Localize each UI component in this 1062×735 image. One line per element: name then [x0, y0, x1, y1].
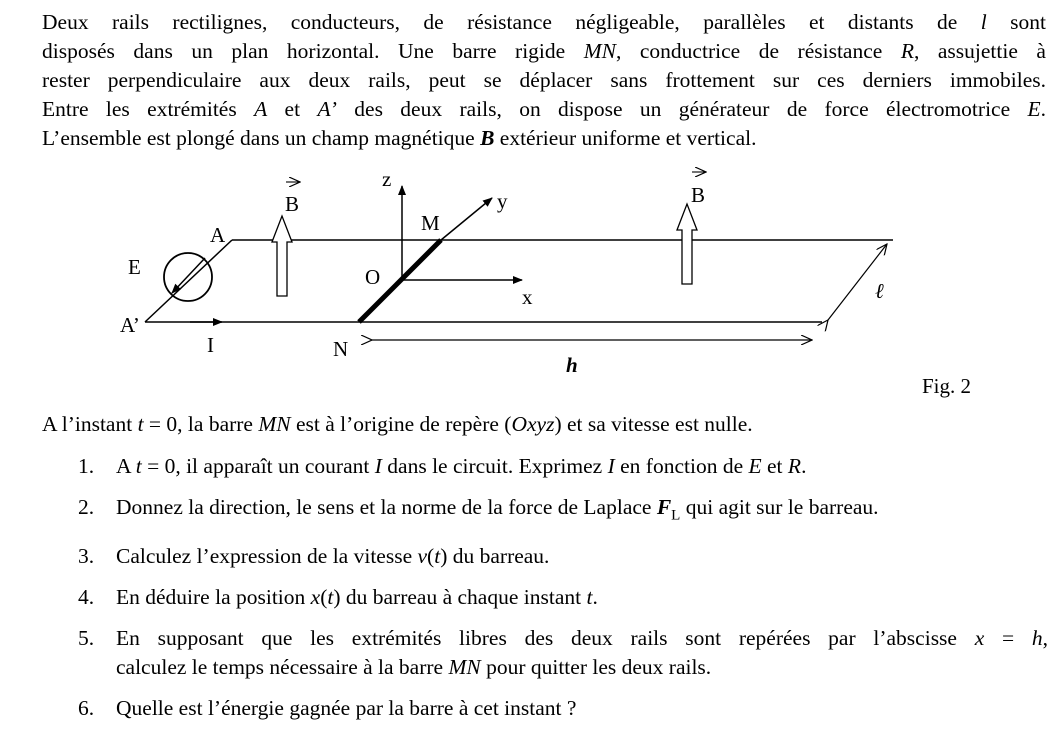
intro-line-2: disposés dans un plan horizontal. Une barre rigide MN, conductrice de résistance R, assujettie à — [42, 39, 1046, 63]
magnetic-field-arrow-left — [272, 216, 292, 296]
questions-list — [78, 452, 1048, 735]
label-n: N — [333, 337, 349, 361]
intro-paragraph — [42, 8, 1046, 153]
label-m: M — [421, 211, 440, 235]
intro-line-1: Deux rails rectilignes, conducteurs, de résistance négligeable, parallèles et distants de l sont — [42, 10, 1047, 34]
question-2: 2. Donnez la direction, le sens et la norme de la force de Laplace $F_L$ qui agit sur le barreau. — [78, 495, 879, 524]
figure-caption: Fig. 2 — [922, 374, 972, 398]
statement: A l’instant t = 0, la barre MN est à l’origine de repère (Oxyz) et sa vitesse est nulle. — [42, 412, 753, 436]
intro-line-4: Entre les extrémités A et A’ des deux rails, on dispose un générateur de force électromotrice E. — [42, 97, 1046, 121]
label-b-left: B — [285, 192, 300, 216]
label-x: x — [522, 285, 533, 309]
label-b-right: B — [691, 183, 706, 207]
intro-line-5: L’ensemble est plongé dans un champ magnétique B extérieur uniforme et vertical. — [42, 126, 757, 150]
label-a-prime: A’ — [120, 313, 140, 337]
label-e: E — [128, 255, 141, 279]
question-4: 4. En déduire la position x(t) du barreau à chaque instant t. — [78, 585, 598, 610]
question-6: 6. Quelle est l’énergie gagnée par la barre à cet instant ? — [78, 696, 577, 721]
label-l: ℓ — [875, 279, 884, 303]
question-5: 5. En supposant que les extrémités libres des deux rails sont repérées par l’abscisse x = h, calculez le temps nécessaire à la barre MN pour quitter les deux rails. — [78, 626, 1048, 680]
question-3: 3. Calculez l’expression de la vitesse v(t) du barreau. — [78, 544, 550, 569]
y-axis — [441, 198, 492, 240]
label-a: A — [210, 223, 226, 247]
label-y: y — [497, 189, 508, 213]
label-z: z — [382, 167, 392, 191]
label-h: h — [566, 353, 578, 377]
intro-line-3: rester perpendiculaire aux deux rails, peut se déplacer sans frottement sur ces derniers immobiles. — [42, 68, 1046, 92]
label-i: I — [207, 333, 214, 357]
label-o: O — [365, 265, 381, 289]
magnetic-field-arrow-right — [677, 204, 697, 284]
generator-arrow — [172, 258, 205, 293]
question-1: 1. A t = 0, il apparaît un courant I dans le circuit. Exprimez I en fonction de E et R. — [78, 454, 807, 478]
rails-figure — [0, 160, 1062, 410]
